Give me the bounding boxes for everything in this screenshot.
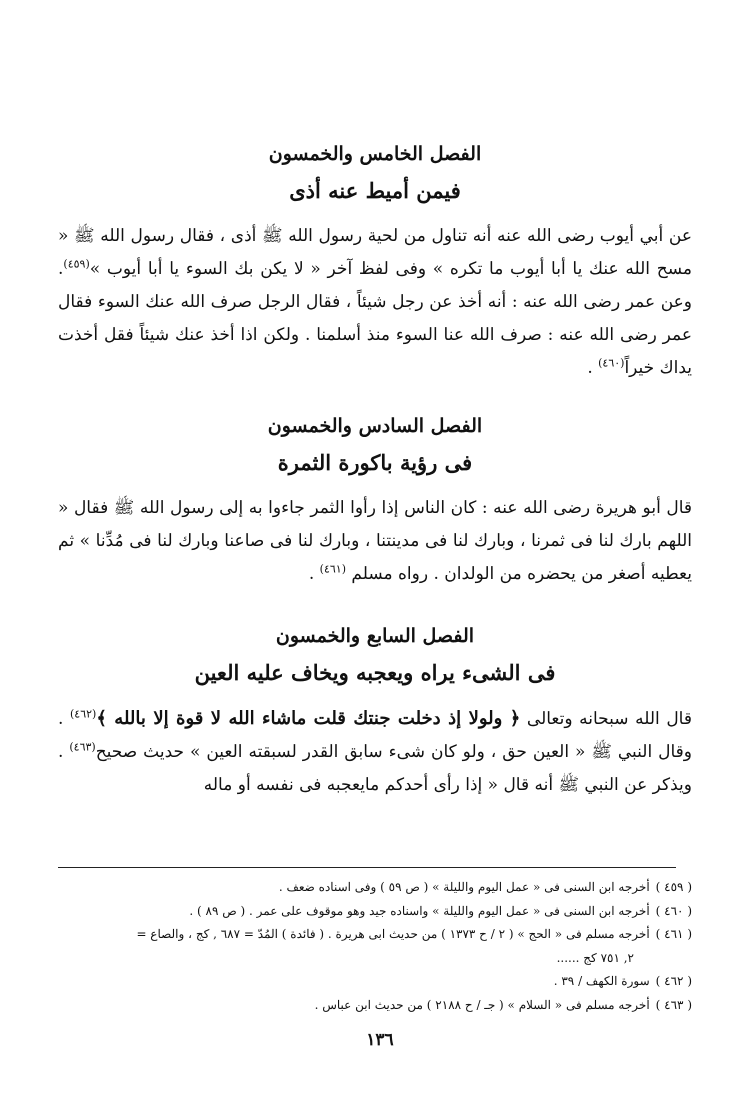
chapter-title: الفصل الخامس والخمسون [268, 143, 482, 165]
paragraph-text: قال الله سبحانه وتعالى [526, 709, 692, 729]
paragraph-text: قال أبو هريرة رضى الله عنه : كان الناس إذا رأوا الثمر جاءوا به إلى رسول الله ﷺ فقال « اللهم بارك لنا فى ثمرنا ، وبارك لنا فى مدينتنا ، وبارك لنا فى صاعنا وبارك لنا فى مُدِّنا » ثم يعطيه أصغر من يحضره من الولدان . رواه مسلم [58, 498, 692, 584]
chapter-paragraph [58, 702, 692, 802]
chapter-57 [58, 622, 692, 802]
paragraph-text: . [587, 358, 599, 378]
footnote-number: ( ٤٦٠ ) [655, 903, 692, 918]
chapter-paragraph [58, 220, 692, 385]
chapter-subtitle: فى الشىء يراه ويعجبه ويخاف عليه العين [194, 660, 556, 685]
footnote-text: أخرجه مسلم فى « السلام » ( جـ / ح ٢١٨٨ ) من حديث ابن عباس . [314, 997, 650, 1012]
footnote-text: أخرجه ابن السنى فى « عمل اليوم والليلة » ( ص ٥٩ ) وفى اسناده ضعف . [278, 880, 650, 894]
page-number: ١٣٦ [366, 1030, 394, 1050]
footnote-reference: (٤٥٩) [63, 257, 90, 271]
footnote-item [58, 876, 692, 900]
chapter-55 [58, 140, 692, 385]
footnotes [58, 876, 692, 1018]
chapter-subtitle: فيمن أميط عنه أذى [289, 178, 461, 203]
chapter-title: الفصل السادس والخمسون [267, 415, 483, 437]
footnote-text: ٢, ٧٥١ كج ...... [556, 950, 634, 965]
paragraph-text: . ويذكر عن النبي ﷺ أنه قال « إذا رأى أحدكم مايعجبه فى نفسه أو ماله [58, 742, 692, 795]
footnote-item [58, 923, 692, 947]
footnote-number: ( ٤٦١ ) [655, 927, 692, 942]
footnote-number: ( ٤٥٩ ) [655, 880, 692, 894]
footnote-separator [58, 867, 676, 868]
footnote-text: أخرجه ابن السنى فى « عمل اليوم والليلة » واسناده جيد وهو موقوف على عمر . ( ص ٨٩ ) . [189, 903, 650, 918]
footnote-item [58, 970, 692, 994]
chapter-subtitle: فى رؤية باكورة الثمرة [277, 450, 473, 475]
paragraph-text: . وعن عمر رضى الله عنه : أنه أخذ عن رجل شيئاً ، فقال الرجل صرف الله عنك السوء فقال عمر رضى الله عنه : صرف الله عنا السوء منذ أسلمنا . ولكن اذا أخذ عنك شيئاً فقل أخذت يداك خيراً [58, 259, 692, 378]
chapter-title: الفصل السابع والخمسون [275, 625, 475, 647]
quran-verse: ﴿ ولولا إذ دخلت جنتك قلت ماشاء الله لا قوة إلا بالله ﴾ [96, 708, 521, 729]
footnote-reference: (٤٦٠) [598, 356, 625, 370]
chapter-56 [58, 412, 692, 591]
paragraph-text: . [308, 564, 320, 584]
paragraph-text: عن أبي أيوب رضى الله عنه أنه تناول من لحية رسول الله ﷺ أذى ، فقال رسول الله ﷺ « مسح الله عنك يا أبا أيوب ما تكره » وفى لفظ آخر « لا يكن بك السوء يا أبا أيوب » [58, 226, 692, 279]
footnote-text: سورة الكهف / ٣٩ . [553, 974, 650, 989]
footnote-continuation [58, 947, 692, 971]
footnote-reference: (٤٦١) [319, 562, 346, 576]
footnote-reference: (٤٦٢) [69, 707, 97, 721]
footnote-text: أخرجه مسلم فى « الحج » ( ٢ / ح ١٣٧٣ ) من حديث ابى هريرة . ( فائدة ) المُدّ = ٦٨٧ , كج ، والصاع = [136, 927, 650, 942]
footnote-number: ( ٤٦٢ ) [655, 974, 692, 989]
footnote-item [58, 900, 692, 924]
chapter-paragraph [58, 492, 692, 591]
footnote-number: ( ٤٦٣ ) [655, 997, 692, 1012]
footnote-reference: (٤٦٣) [69, 740, 96, 754]
paragraph-text: . وقال النبي ﷺ « العين حق ، ولو كان شىء سابق القدر لسبقته العين » حديث صحيح [58, 709, 693, 762]
footnote-item [58, 994, 692, 1018]
